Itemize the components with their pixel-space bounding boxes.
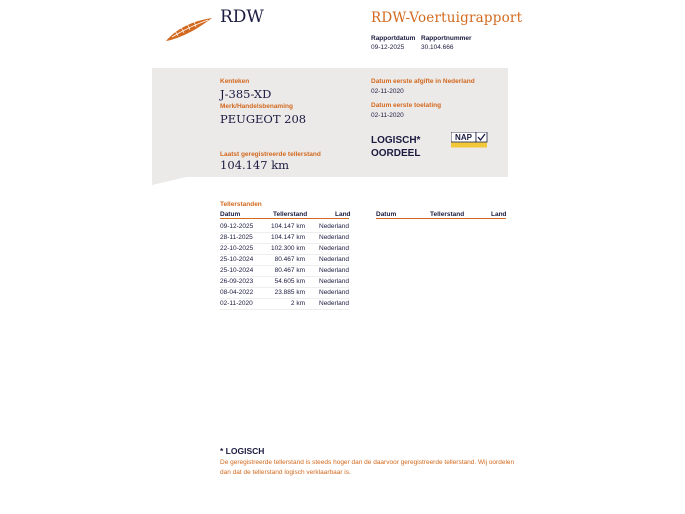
cell-date: 25-10-2024	[220, 256, 254, 263]
verdict-text	[371, 134, 420, 160]
col-header-date-2: Datum	[376, 211, 397, 218]
col-header-date: Datum	[220, 211, 241, 218]
cell-country: Nederland	[319, 267, 349, 274]
odometer-value: 104.147 km	[220, 158, 290, 172]
cell-reading: 54.605 km	[274, 278, 305, 285]
cell-reading: 104.147 km	[271, 223, 305, 230]
first-admission-value: 02-11-2020	[371, 112, 404, 119]
cell-reading: 23.885 km	[274, 289, 305, 296]
cell-country: Nederland	[319, 278, 349, 285]
first-issue-label: Datum eerste afgifte in Nederland	[371, 78, 475, 85]
report-date-label: Rapportdatum	[371, 35, 416, 42]
footnote-text: De geregistreerde tellerstand is steeds hoger dan de daarvoor geregistreerde tellerstand. Wij oordelen dan dat de tellerstand logisch verklaarbaar is.	[220, 459, 515, 476]
verdict-line-2: OORDEEL	[371, 148, 421, 159]
report-date: 09-12-2025	[371, 44, 405, 51]
footnote-title: * LOGISCH	[220, 446, 265, 456]
cell-reading: 2 km	[290, 300, 305, 307]
cell-country: Nederland	[319, 234, 349, 241]
cell-date: 08-04-2022	[220, 289, 254, 296]
col-header-country-2: Land	[491, 211, 507, 218]
first-admission-label: Datum eerste toelating	[371, 102, 442, 109]
table-row	[220, 298, 349, 310]
readings-section-title: Tellerstanden	[220, 201, 262, 208]
rdw-logo-icon	[164, 15, 214, 43]
header-rule-right	[376, 218, 506, 219]
col-header-reading: Tellerstand	[273, 211, 308, 218]
cell-date: 09-12-2025	[220, 223, 254, 230]
cell-country: Nederland	[319, 223, 349, 230]
report-title: RDW-Voertuigrapport	[371, 10, 523, 26]
cell-country: Nederland	[319, 256, 349, 263]
cell-date: 25-10-2024	[220, 267, 254, 274]
cell-country: Nederland	[319, 245, 349, 252]
svg-text:NAP: NAP	[455, 133, 472, 142]
cell-country: Nederland	[319, 289, 349, 296]
plate-label: Kenteken	[220, 78, 250, 85]
cell-reading: 80.467 km	[274, 256, 305, 263]
odometer-label: Laatst geregistreerde tellerstand	[220, 151, 321, 158]
cell-reading: 104.147 km	[271, 234, 305, 241]
first-issue-value: 02-11-2020	[371, 88, 404, 95]
make-value: PEUGEOT 208	[220, 112, 307, 126]
cell-reading: 102.300 km	[271, 245, 305, 252]
cell-country: Nederland	[319, 300, 349, 307]
col-header-reading-2: Tellerstand	[430, 211, 465, 218]
plate-value: J-385-XD	[220, 87, 272, 101]
report-number-label: Rapportnummer	[421, 35, 472, 42]
brand-name: RDW	[220, 7, 264, 27]
cell-date: 28-11-2025	[220, 234, 253, 241]
col-header-country: Land	[335, 211, 351, 218]
cell-reading: 80.467 km	[274, 267, 305, 274]
panel-notch	[152, 176, 191, 185]
cell-date: 02-11-2020	[220, 300, 253, 307]
make-label: Merk/Handelsbenaming	[220, 103, 293, 110]
nap-logo-icon	[451, 132, 488, 148]
report-number: 30.104.666	[421, 44, 454, 51]
verdict-line-1: LOGISCH*	[371, 135, 421, 146]
header-rule-left	[220, 218, 349, 219]
cell-date: 26-09-2023	[220, 278, 254, 285]
cell-date: 22-10-2025	[220, 245, 254, 252]
